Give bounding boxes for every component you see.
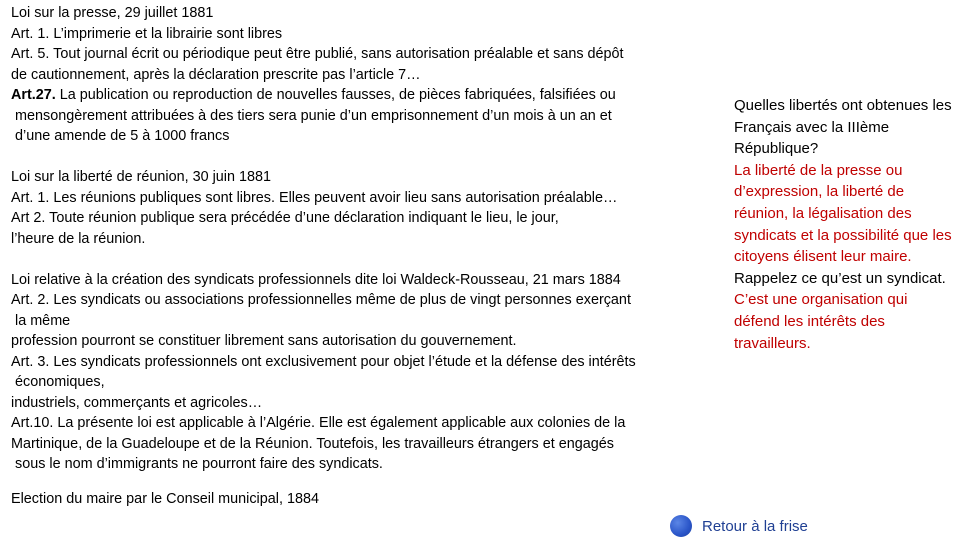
press-law-art5-line2: de cautionnement, après la déclaration prescrite pas l’article 7… (11, 66, 421, 83)
unions-law-art10-line2: Martinique, de la Guadeloupe et de la Réunion. Toutefois, les travailleurs étrangers et engagés (11, 435, 614, 452)
press-law-art5-line1: Art. 5. Tout journal écrit ou périodique peut être publié, sans autorisation préalable et sans dépôt (11, 46, 624, 62)
question-1: Quelles libertés ont obtenues les Français avec la IIIème République? (734, 97, 952, 158)
press-law-art1: Art. 1. L’imprimerie et la librairie sont libres (11, 25, 283, 42)
assembly-law-section (11, 167, 691, 249)
unions-law-art10-line1: Art.10. La présente loi est applicable à l’Algérie. Elle est également applicable aux colonies de la (11, 415, 626, 431)
mayor-election-heading: Election du maire par le Conseil municipal, 1884 (11, 491, 319, 507)
press-law-art27-label: Art.27. (11, 87, 56, 103)
unions-law-art3-line1: Art. 3. Les syndicats professionnels ont exclusivement pour objet l’étude et la défense des intérêts (11, 353, 636, 370)
source-texts (11, 3, 691, 495)
press-law-art27-line3: d’une amende de 5 à 1000 francs (15, 128, 230, 144)
assembly-law-art2-line1: Art 2. Toute réunion publique sera précédée d’une déclaration indiquant le lieu, le jour, (11, 210, 559, 226)
unions-law-art3-line3: industriels, commerçants et agricoles… (11, 394, 263, 411)
unions-law-art2-line2: la même (15, 312, 71, 329)
press-law-section (11, 3, 691, 147)
unions-law-art2-line1: Art. 2. Les syndicats ou associations professionnelles même de plus de vingt personnes exerçant (11, 292, 631, 308)
press-law-art27-line2: mensongèrement attribuées à des tiers sera punie d’un emprisonnement d’un mois à un an et (15, 107, 612, 124)
unions-law-art3-line2: économiques, (15, 374, 105, 390)
assembly-law-title: Loi sur la liberté de réunion, 30 juin 1881 (11, 169, 272, 185)
unions-law-art10-line3: sous le nom d’immigrants ne pourront faire des syndicats. (15, 456, 383, 472)
press-law-title: Loi sur la presse, 29 juillet 1881 (11, 5, 214, 21)
assembly-law-art1: Art. 1. Les réunions publiques sont libres. Elles peuvent avoir lieu sans autorisation préalable… (11, 189, 618, 206)
questions-panel (734, 95, 954, 354)
press-law-art27-text: La publication ou reproduction de nouvelles fausses, de pièces fabriquées, falsifiées ou (55, 87, 616, 103)
back-to-timeline-label[interactable]: Retour à la frise (702, 517, 808, 535)
unions-law-section (11, 270, 691, 475)
press-law-art27-line1 (11, 85, 691, 106)
blue-circle-icon[interactable] (670, 515, 692, 537)
answer-1: La liberté de la presse ou d’expression, la liberté de réunion, la légalisation des syndicats et la possibilité que les citoyens élisent leur maire. (734, 161, 952, 266)
back-to-timeline-button[interactable] (670, 514, 808, 538)
question-2: Rappelez ce qu’est un syndicat. (734, 269, 946, 287)
unions-law-art2-line3: profession pourront se constituer librement sans autorisation du gouvernement. (11, 333, 517, 349)
unions-law-title: Loi relative à la création des syndicats professionnels dite loi Waldeck-Rousseau, 21 mars 1884 (11, 271, 621, 288)
answer-2: C’est une organisation qui défend les intérêts des travailleurs. (734, 291, 908, 352)
assembly-law-art2-line2: l’heure de la réunion. (11, 230, 146, 247)
